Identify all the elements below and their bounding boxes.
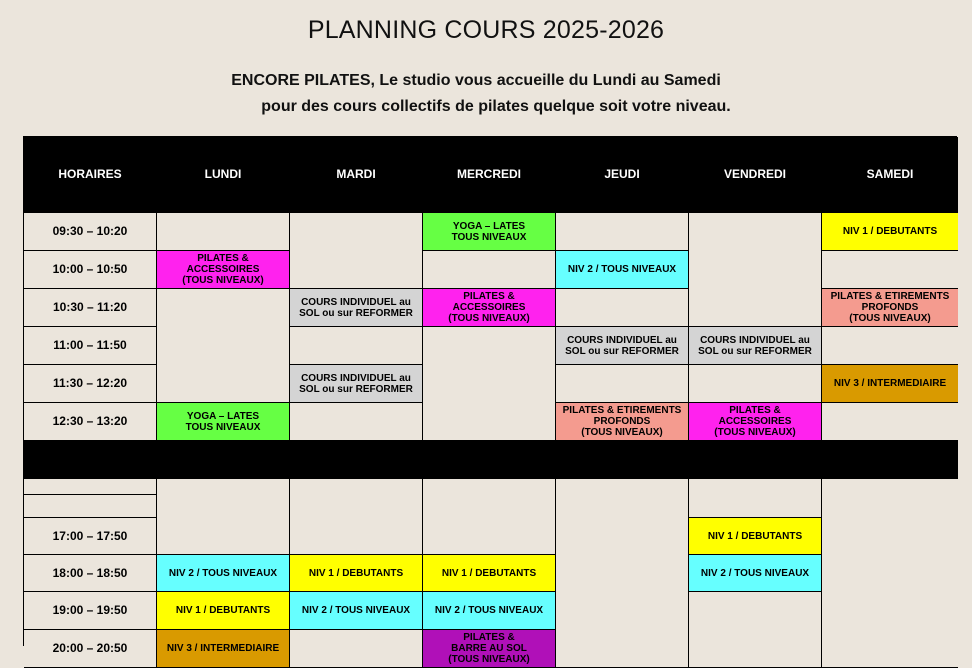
class-block: PILATES & ACCESSOIRES (TOUS NIVEAUX) <box>689 403 822 441</box>
time-slot: 09:30 – 10:20 <box>24 213 157 251</box>
header-mercredi: MERCREDI <box>423 137 556 213</box>
time-slot: 11:00 – 11:50 <box>24 327 157 365</box>
header-vendredi: VENDREDI <box>689 137 822 213</box>
empty-slot <box>24 495 157 518</box>
header-horaires: HORAIRES <box>24 137 157 213</box>
empty-slot <box>556 365 689 403</box>
empty-slot <box>822 251 958 289</box>
class-block: PILATES & ACCESSOIRES (TOUS NIVEAUX) <box>157 251 290 289</box>
time-slot: 20:00 – 20:50 <box>24 630 157 668</box>
class-block: COURS INDIVIDUEL au SOL ou sur REFORMER <box>290 365 423 403</box>
time-slot: 10:00 – 10:50 <box>24 251 157 289</box>
class-block: NIV 1 / DEBUTANTS <box>822 213 958 251</box>
header-jeudi: JEUDI <box>556 137 689 213</box>
empty-slot <box>290 479 423 555</box>
class-block: COURS INDIVIDUEL au SOL ou sur REFORMER <box>689 327 822 365</box>
empty-slot <box>822 327 958 365</box>
time-slot: 12:30 – 13:20 <box>24 403 157 441</box>
class-block: NIV 2 / TOUS NIVEAUX <box>290 592 423 630</box>
class-block: NIV 1 / DEBUTANTS <box>423 555 556 592</box>
time-slot: 17:00 – 17:50 <box>24 518 157 555</box>
empty-slot <box>157 289 290 403</box>
class-block: PILATES & ACCESSOIRES (TOUS NIVEAUX) <box>423 289 556 327</box>
time-slot: 19:00 – 19:50 <box>24 592 157 630</box>
header-samedi: SAMEDI <box>822 137 958 213</box>
empty-slot <box>423 251 556 289</box>
class-block: PILATES & ETIREMENTS PROFONDS (TOUS NIVEAUX) <box>556 403 689 441</box>
empty-slot <box>290 213 423 289</box>
class-block: NIV 2 / TOUS NIVEAUX <box>157 555 290 592</box>
class-block: COURS INDIVIDUEL au SOL ou sur REFORMER <box>290 289 423 327</box>
empty-slot <box>689 479 822 518</box>
page-title: PLANNING COURS 2025-2026 <box>307 16 665 44</box>
subtitle-line-1: ENCORE PILATES, Le studio vous accueille du Lundi au Samedi <box>231 72 721 89</box>
empty-slot <box>24 479 157 495</box>
class-block: YOGA – LATES TOUS NIVEAUX <box>157 403 290 441</box>
empty-slot <box>689 592 822 668</box>
empty-slot <box>822 403 958 441</box>
time-slot: 18:00 – 18:50 <box>24 555 157 592</box>
class-block: COURS INDIVIDUEL au SOL ou sur REFORMER <box>556 327 689 365</box>
schedule-table <box>23 136 957 665</box>
header-mardi: MARDI <box>290 137 423 213</box>
class-block: NIV 1 / DEBUTANTS <box>689 518 822 555</box>
empty-slot <box>556 289 689 327</box>
empty-slot <box>290 327 423 365</box>
empty-slot <box>822 479 958 668</box>
lunch-break-bar <box>24 441 958 479</box>
empty-slot <box>689 213 822 327</box>
time-slot: 10:30 – 11:20 <box>24 289 157 327</box>
empty-slot <box>556 213 689 251</box>
class-block: PILATES & ETIREMENTS PROFONDS (TOUS NIVEAUX) <box>822 289 958 327</box>
header-lundi: LUNDI <box>157 137 290 213</box>
empty-slot <box>157 213 290 251</box>
class-block: YOGA – LATES TOUS NIVEAUX <box>423 213 556 251</box>
time-slot: 11:30 – 12:20 <box>24 365 157 403</box>
empty-slot <box>290 630 423 668</box>
class-block: NIV 3 / INTERMEDIAIRE <box>157 630 290 668</box>
class-block: NIV 2 / TOUS NIVEAUX <box>423 592 556 630</box>
class-block: NIV 1 / DEBUTANTS <box>290 555 423 592</box>
empty-slot <box>689 365 822 403</box>
class-block: PILATES & BARRE AU SOL (TOUS NIVEAUX) <box>423 630 556 668</box>
class-block: NIV 1 / DEBUTANTS <box>157 592 290 630</box>
class-block: NIV 2 / TOUS NIVEAUX <box>689 555 822 592</box>
empty-slot <box>556 479 689 668</box>
empty-slot <box>423 327 556 441</box>
class-block: NIV 3 / INTERMEDIAIRE <box>822 365 958 403</box>
subtitle-line-2: pour des cours collectifs de pilates quelque soit votre niveau. <box>261 98 731 115</box>
empty-slot <box>290 403 423 441</box>
empty-slot <box>157 479 290 555</box>
class-block: NIV 2 / TOUS NIVEAUX <box>556 251 689 289</box>
empty-slot <box>423 479 556 555</box>
